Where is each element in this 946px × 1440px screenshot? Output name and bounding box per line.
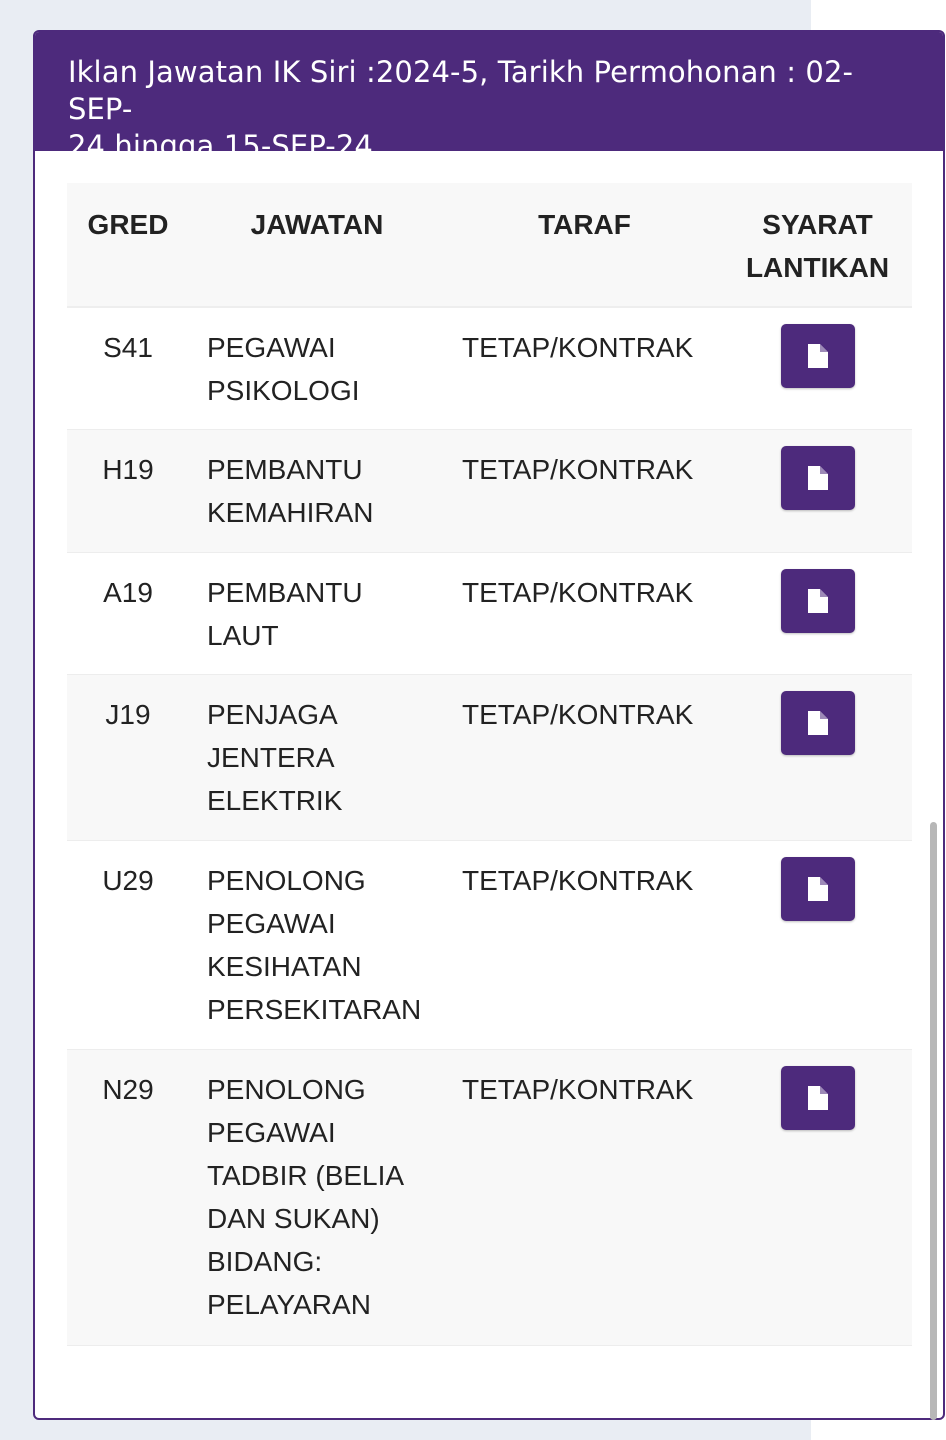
cell-taraf: TETAP/KONTRAK bbox=[462, 577, 694, 608]
cell-taraf: TETAP/KONTRAK bbox=[462, 699, 694, 730]
syarat-lantikan-button[interactable] bbox=[781, 857, 855, 921]
cell-jawatan-line: BIDANG: bbox=[207, 1246, 323, 1277]
column-header-jawatan: JAWATAN bbox=[250, 209, 384, 240]
cell-gred: U29 bbox=[102, 865, 154, 896]
cell-taraf: TETAP/KONTRAK bbox=[462, 454, 694, 485]
cell-gred: N29 bbox=[102, 1074, 154, 1105]
cell-jawatan-line: DAN SUKAN) bbox=[207, 1203, 380, 1234]
table-header-row bbox=[67, 183, 912, 308]
cell-jawatan bbox=[207, 1068, 447, 1326]
table-row bbox=[67, 1050, 912, 1346]
cell-jawatan-line: LAUT bbox=[207, 620, 279, 651]
syarat-lantikan-button[interactable] bbox=[781, 569, 855, 633]
cell-jawatan-line: PEGAWAI bbox=[207, 332, 336, 363]
document-icon bbox=[808, 1086, 828, 1110]
cell-jawatan-line: PEGAWAI bbox=[207, 908, 336, 939]
cell-jawatan-line: PENOLONG bbox=[207, 865, 366, 896]
cell-jawatan-line: ELEKTRIK bbox=[207, 785, 343, 816]
cell-gred: S41 bbox=[103, 332, 153, 363]
document-icon bbox=[808, 711, 828, 735]
cell-jawatan-line: JENTERA bbox=[207, 742, 335, 773]
cell-gred: H19 bbox=[102, 454, 154, 485]
syarat-lantikan-button[interactable] bbox=[781, 446, 855, 510]
document-icon bbox=[808, 466, 828, 490]
card-title-line-2: 24 hingga 15-SEP-24 bbox=[68, 129, 373, 163]
cell-jawatan-line: PEMBANTU bbox=[207, 577, 363, 608]
cell-jawatan-line: PEGAWAI bbox=[207, 1117, 336, 1148]
scrollbar-thumb[interactable] bbox=[930, 822, 937, 1420]
cell-jawatan-line: PENJAGA bbox=[207, 699, 338, 730]
document-icon bbox=[808, 589, 828, 613]
column-header-gred: GRED bbox=[87, 209, 169, 240]
cell-taraf: TETAP/KONTRAK bbox=[462, 1074, 694, 1105]
column-header-syarat-line-2: LANTIKAN bbox=[745, 252, 890, 283]
cell-jawatan-line: PEMBANTU bbox=[207, 454, 363, 485]
cell-jawatan-line: TADBIR (BELIA bbox=[207, 1160, 405, 1191]
syarat-lantikan-button[interactable] bbox=[781, 324, 855, 388]
cell-jawatan-line: PELAYARAN bbox=[207, 1289, 371, 1320]
cell-jawatan bbox=[207, 571, 447, 657]
job-ad-card bbox=[33, 30, 945, 1420]
table-row bbox=[67, 308, 912, 430]
card-title-line-1: Iklan Jawatan IK Siri :2024-5, Tarikh Permohonan : 02-SEP- bbox=[68, 55, 854, 126]
table-row bbox=[67, 675, 912, 841]
cell-jawatan-line: PENOLONG bbox=[207, 1074, 366, 1105]
cell-jawatan-line: PERSEKITARAN bbox=[207, 994, 422, 1025]
cell-taraf: TETAP/KONTRAK bbox=[462, 332, 694, 363]
jobs-table bbox=[67, 183, 912, 1346]
cell-jawatan bbox=[207, 859, 447, 1031]
table-row bbox=[67, 841, 912, 1050]
cell-jawatan bbox=[207, 448, 447, 534]
cell-jawatan-line: KEMAHIRAN bbox=[207, 497, 374, 528]
cell-jawatan bbox=[207, 693, 447, 822]
document-icon bbox=[808, 877, 828, 901]
cell-gred: A19 bbox=[103, 577, 153, 608]
column-header-syarat-lantikan bbox=[735, 203, 900, 289]
column-header-syarat-line-1: SYARAT bbox=[762, 209, 873, 240]
cell-jawatan-line: PSIKOLOGI bbox=[207, 375, 360, 406]
document-icon bbox=[808, 344, 828, 368]
column-header-taraf: TARAF bbox=[538, 209, 631, 240]
table-row bbox=[67, 553, 912, 675]
syarat-lantikan-button[interactable] bbox=[781, 691, 855, 755]
card-header bbox=[35, 32, 943, 163]
cell-jawatan bbox=[207, 326, 447, 412]
syarat-lantikan-button[interactable] bbox=[781, 1066, 855, 1130]
cell-taraf: TETAP/KONTRAK bbox=[462, 865, 694, 896]
table-row bbox=[67, 430, 912, 553]
cell-gred: J19 bbox=[105, 699, 151, 730]
cell-jawatan-line: KESIHATAN bbox=[207, 951, 362, 982]
